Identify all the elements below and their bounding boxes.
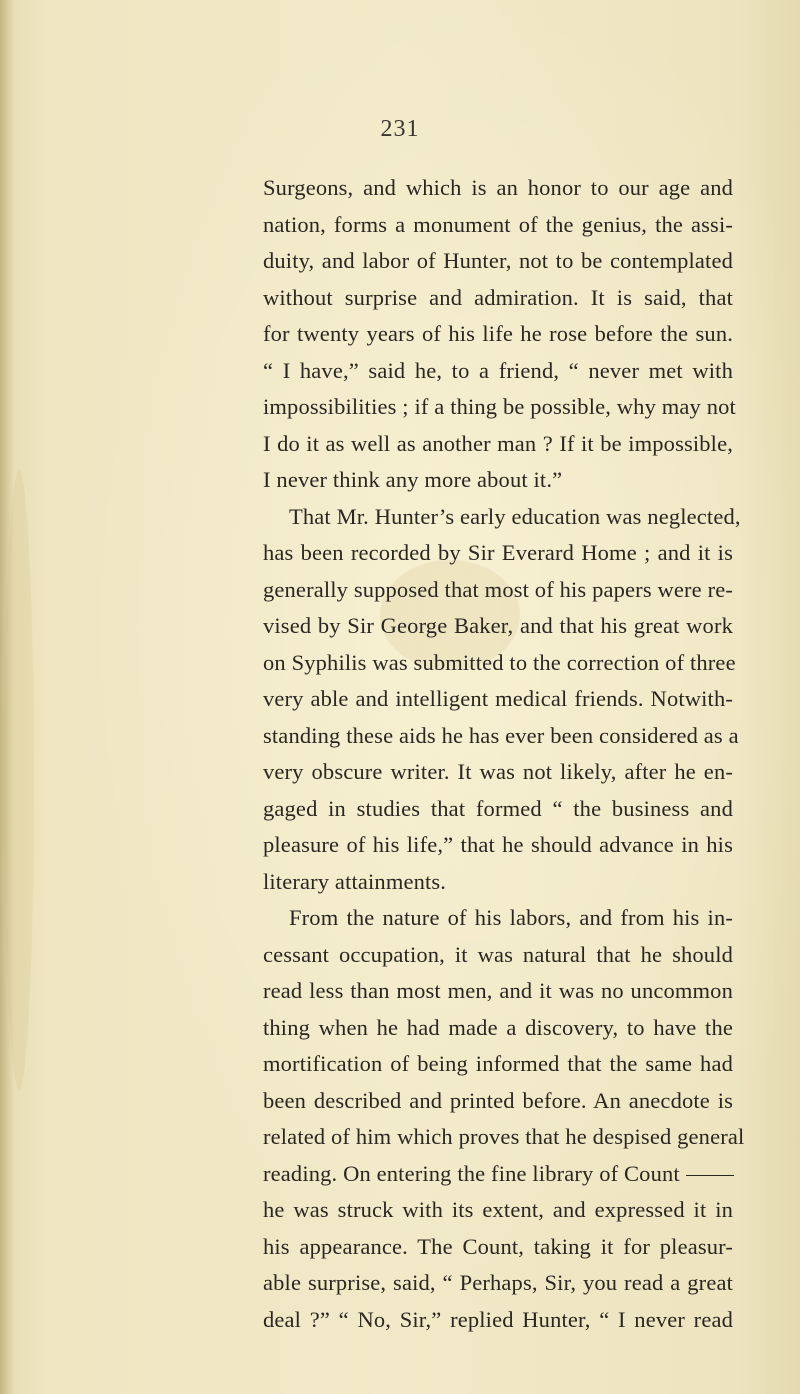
text-line: very able and intelligent medical friends. Notwith- bbox=[263, 686, 733, 711]
page-number: 231 bbox=[380, 116, 420, 142]
text-line: deal ?” “ No, Sir,” replied Hunter, “ I never read bbox=[263, 1306, 733, 1332]
body-text bbox=[263, 170, 745, 1338]
text-line: Surgeons, and which is an honor to our age and bbox=[263, 175, 733, 200]
text-line: related of him which proves that he despised general bbox=[263, 1124, 745, 1149]
text-line: literary attainments. bbox=[263, 868, 447, 894]
text-line: very obscure writer. It was not likely, after he en- bbox=[263, 759, 733, 784]
text-line: I do it as well as another man ? If it be impossible, bbox=[263, 430, 733, 456]
text-line: duity, and labor of Hunter, not to be contemplated bbox=[263, 248, 733, 273]
text-line: vised by Sir George Baker, and that his great work bbox=[263, 613, 733, 638]
text-line: thing when he had made a discovery, to have the bbox=[263, 1014, 733, 1040]
page-stain bbox=[4, 470, 34, 1090]
text-line: gaged in studies that formed “ the business and bbox=[263, 795, 733, 821]
text-line-with-rule bbox=[263, 1156, 733, 1193]
text-line: for twenty years of his life he rose before the sun. bbox=[263, 321, 733, 346]
text-line: without surprise and admiration. It is said, that bbox=[263, 284, 733, 310]
text-line: cessant occupation, it was natural that he should bbox=[263, 941, 733, 967]
text-line: his appearance. The Count, taking it for pleasur- bbox=[263, 1233, 733, 1259]
text-line: “ I have,” said he, to a friend, “ never met with bbox=[263, 357, 733, 383]
text-line: been described and printed before. An anecdote is bbox=[263, 1087, 733, 1113]
text-line: reading. On entering the fine library of Count bbox=[263, 1160, 680, 1186]
text-line: has been recorded by Sir Everard Home ; and it is bbox=[263, 540, 733, 565]
text-line: impossibilities ; if a thing be possible, why may not bbox=[263, 394, 736, 419]
text-line: on Syphilis was submitted to the correction of three bbox=[263, 649, 736, 675]
text-line: nation, forms a monument of the genius, the assi- bbox=[263, 211, 733, 237]
text-line: he was struck with its extent, and expressed it in bbox=[263, 1197, 733, 1222]
text-line: read less than most men, and it was no uncommon bbox=[263, 978, 733, 1003]
text-line: able surprise, said, “ Perhaps, Sir, you read a great bbox=[263, 1270, 733, 1295]
text-line: That Mr. Hunter’s early education was neglected, bbox=[289, 503, 741, 529]
text-line: standing these aids he has ever been considered as a bbox=[263, 722, 739, 748]
text-line: From the nature of his labors, and from his in- bbox=[289, 905, 733, 930]
text-line: pleasure of his life,” that he should advance in his bbox=[263, 832, 733, 857]
text-line: generally supposed that most of his papers were re- bbox=[263, 576, 734, 602]
text-line: I never think any more about it.” bbox=[263, 467, 563, 492]
name-omission-dash bbox=[686, 1175, 734, 1176]
text-line: mortification of being informed that the same had bbox=[263, 1051, 733, 1076]
